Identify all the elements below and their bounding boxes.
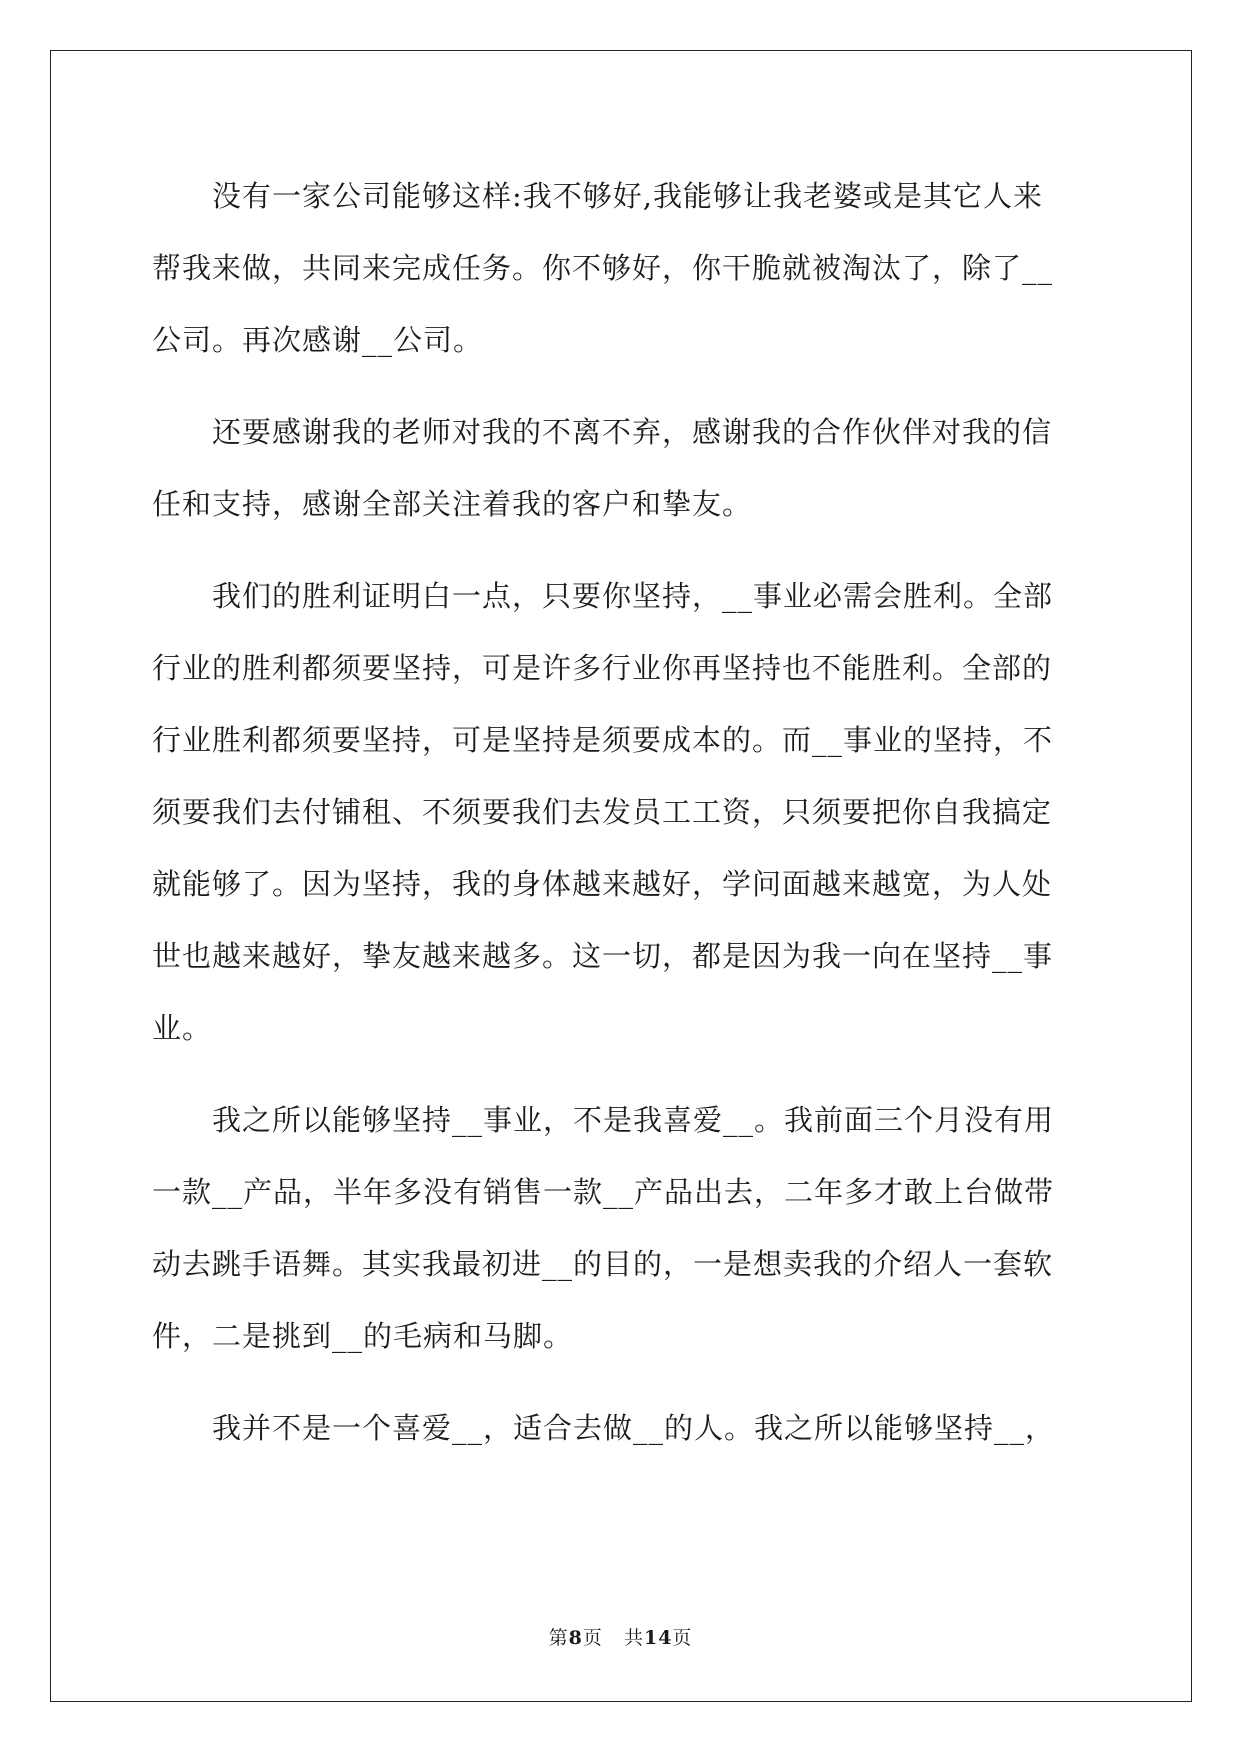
text-line: 帮我来做，共同来完成任务。你不够好，你干脆就被淘汰了，除了__ <box>152 251 1054 285</box>
text-line: 任和支持，感谢全部关注着我的客户和挚友。 <box>152 487 753 521</box>
text-line: 件，二是挑到__的毛病和马脚。 <box>152 1319 574 1353</box>
footer-total-prefix: 共 <box>623 1627 644 1649</box>
footer-prefix: 第 <box>548 1627 569 1649</box>
footer-total-suffix: 页 <box>672 1627 693 1649</box>
footer-page-suffix: 页 <box>582 1627 603 1649</box>
text-line: 还要感谢我的老师对我的不离不弃，感谢我的合作伙伴对我的信 <box>212 415 1053 449</box>
text-line: 动去跳手语舞。其实我最初进__的目的，一是想卖我的介绍人一套软 <box>152 1247 1054 1281</box>
page-footer <box>0 1626 1241 1650</box>
text-line: 一款__产品，半年多没有销售一款__产品出去，二年多才敢上台做带 <box>152 1175 1055 1209</box>
paragraph <box>152 160 1088 376</box>
paragraph <box>152 1084 1088 1372</box>
text-line: 业。 <box>152 1011 213 1045</box>
text-line: 没有一家公司能够这样:我不够好,我能够让我老婆或是其它人来 <box>212 179 1043 213</box>
text-line: 我之所以能够坚持__事业，不是我喜爱__。我前面三个月没有用 <box>212 1103 1055 1137</box>
text-line: 须要我们去付铺租、不须要我们去发员工工资，只须要把你自我搞定 <box>152 795 1053 829</box>
text-line: 我并不是一个喜爱__，适合去做__的人。我之所以能够坚持__， <box>212 1411 1056 1445</box>
paragraph <box>152 560 1088 1064</box>
paragraph <box>152 396 1088 540</box>
text-line: 世也越来越好，挚友越来越多。这一切，都是因为我一向在坚持__事 <box>152 939 1054 973</box>
text-line: 我们的胜利证明白一点，只要你坚持，__事业必需会胜利。全部 <box>212 579 1054 613</box>
paragraph <box>152 1392 1088 1464</box>
text-line: 公司。再次感谢__公司。 <box>152 323 484 357</box>
text-line: 行业的胜利都须要坚持，可是许多行业你再坚持也不能胜利。全部的 <box>152 651 1053 685</box>
document-body <box>152 160 1088 1464</box>
total-pages: 14 <box>643 1627 673 1649</box>
page-number: 8 <box>568 1627 583 1649</box>
text-line: 就能够了。因为坚持，我的身体越来越好，学问面越来越宽，为人处 <box>152 867 1053 901</box>
text-line: 行业胜利都须要坚持，可是坚持是须要成本的。而__事业的坚持，不 <box>152 723 1054 757</box>
